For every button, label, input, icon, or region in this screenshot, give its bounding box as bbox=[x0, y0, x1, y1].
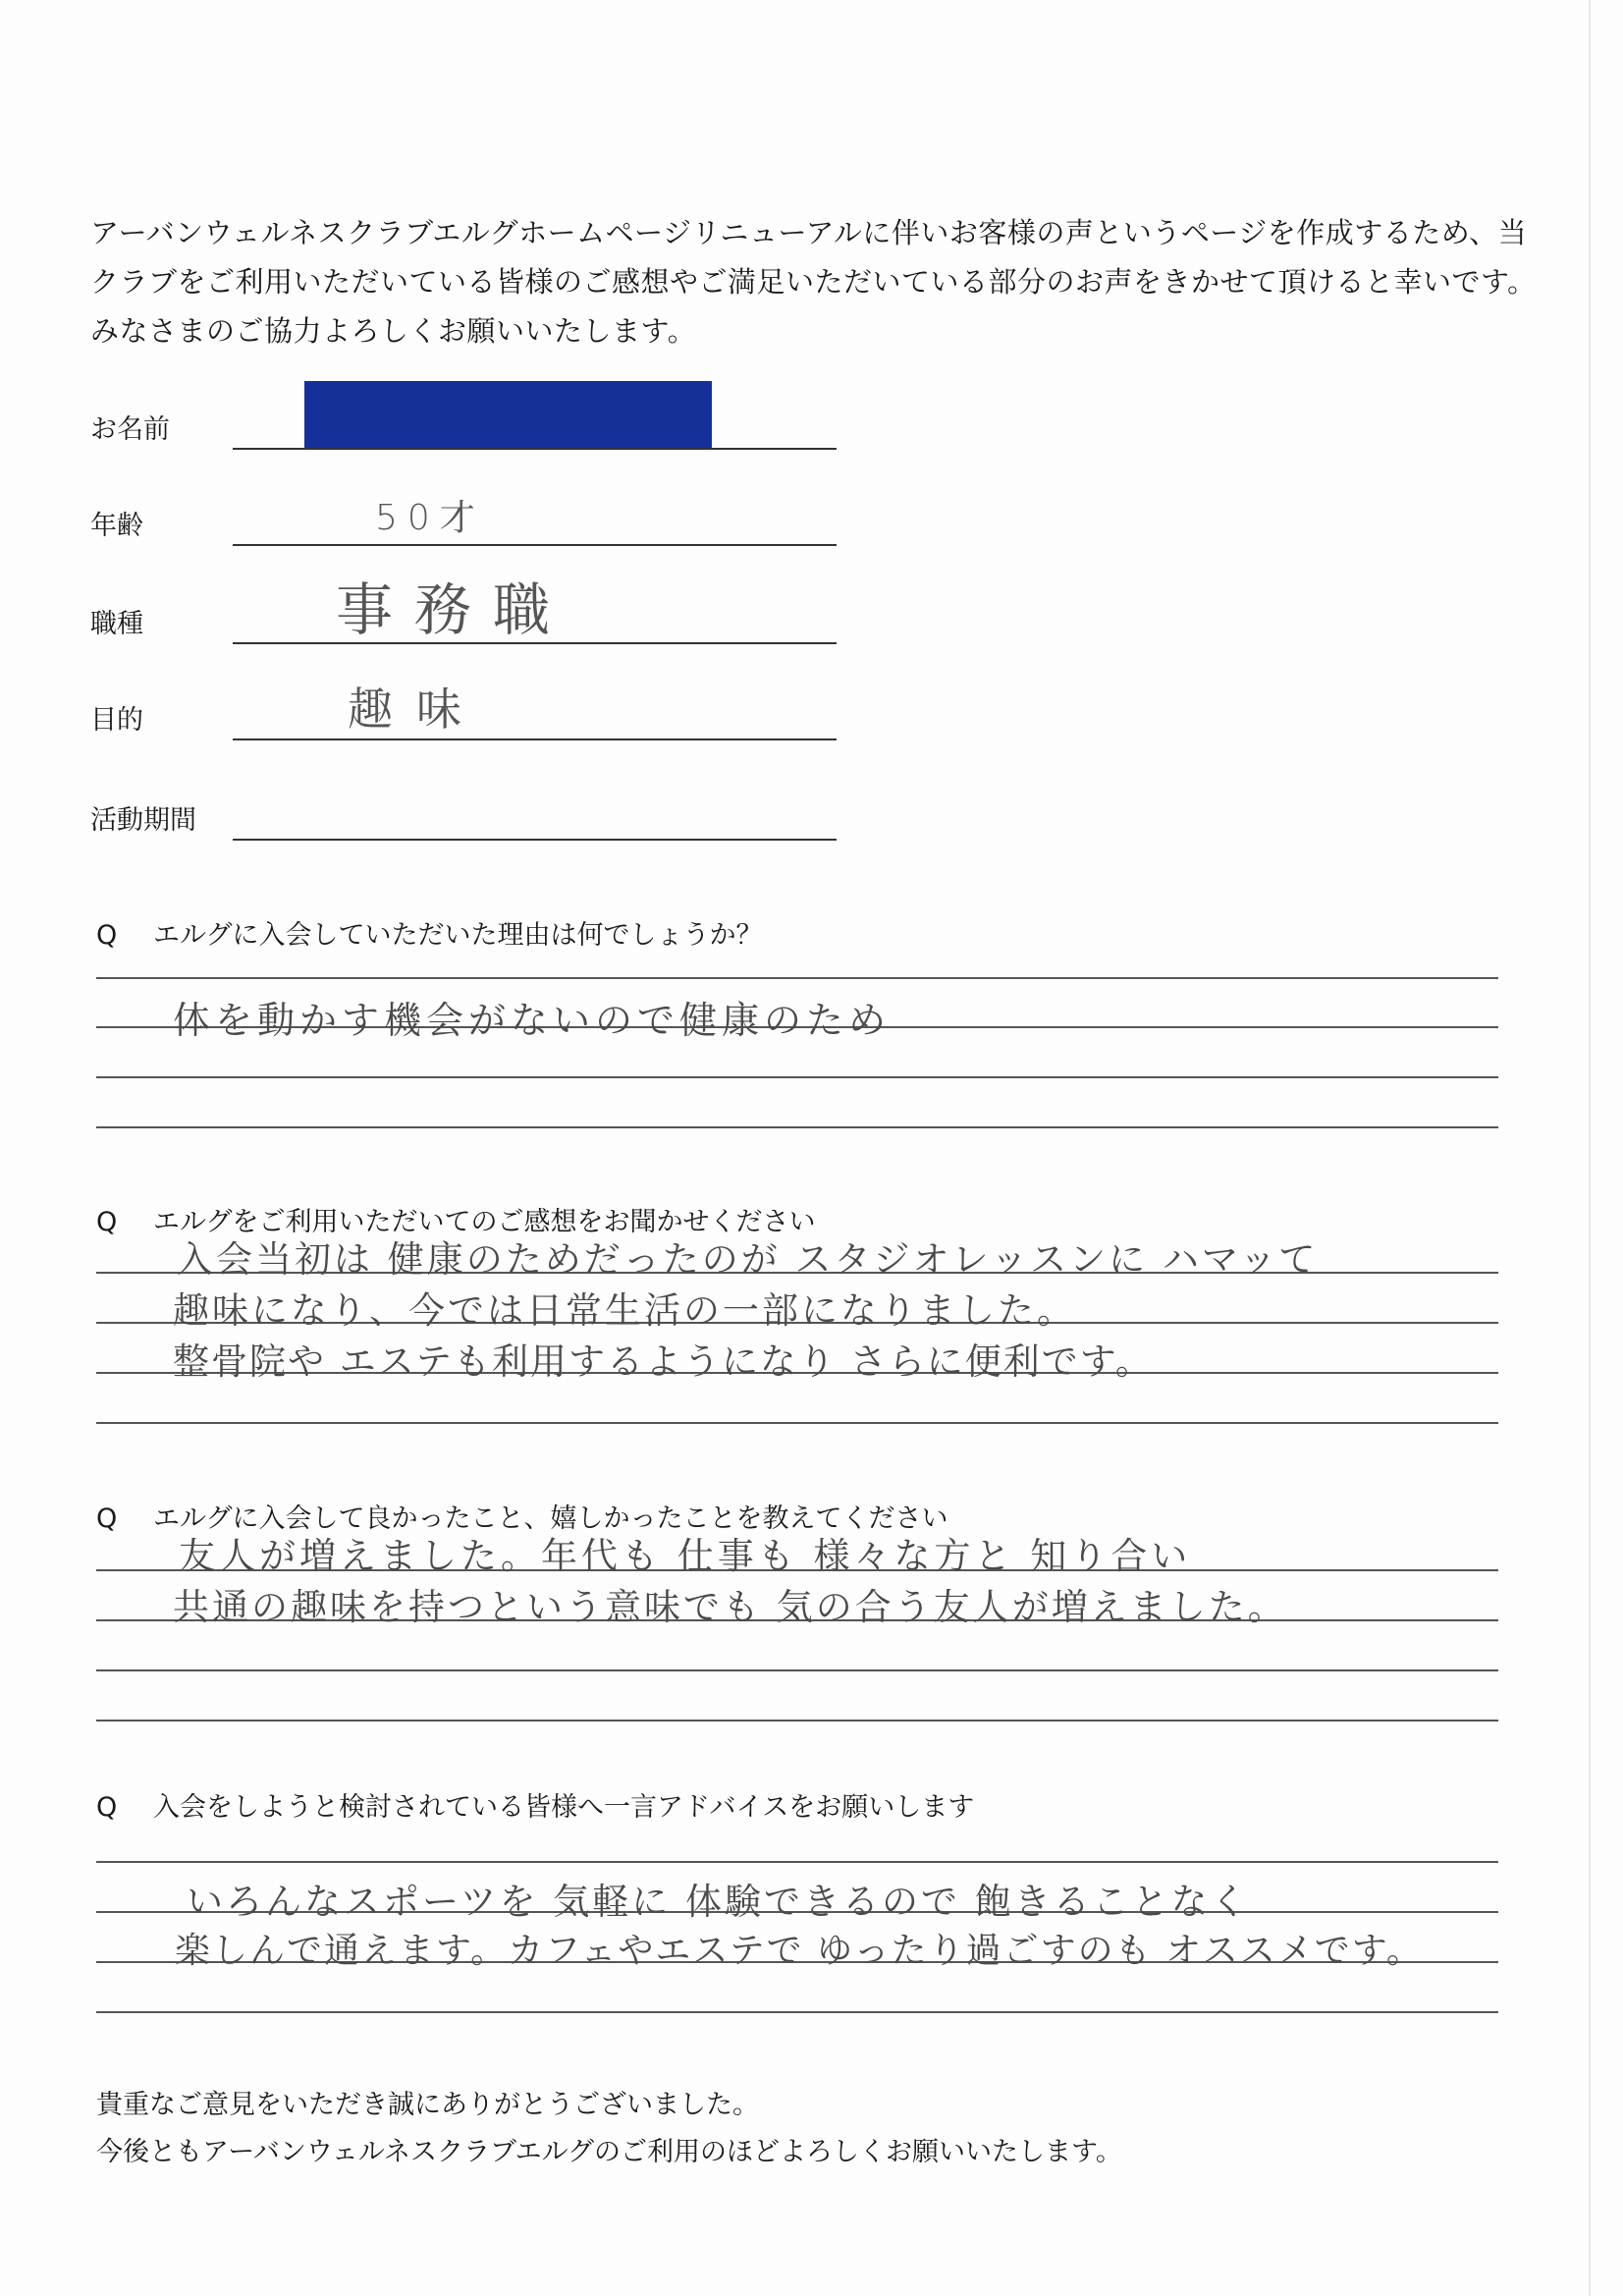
occupation-value: 事務職 bbox=[336, 576, 572, 643]
intro-line-3: みなさまのご協力よろしくお願いいたします。 bbox=[90, 314, 697, 348]
question-4 bbox=[96, 1785, 974, 1824]
answer-2-line-2: 趣味になり、今では日常生活の一部になりました。 bbox=[173, 1289, 1076, 1332]
question-2-text: エルグをご利用いただいてのご感想をお聞かせください bbox=[153, 1207, 816, 1237]
question-2-mark: Q bbox=[96, 1207, 118, 1237]
closing-line-1: 貴重なご意見をいただき誠にありがとうございました。 bbox=[96, 2090, 759, 2120]
name-line bbox=[233, 448, 837, 450]
period-line bbox=[233, 839, 837, 841]
answer-1-rule-1 bbox=[96, 977, 1498, 979]
question-3-mark: Q bbox=[96, 1503, 118, 1534]
answer-4-line-2: 楽しんで通えます。カフェやエステで ゆったり過ごすのも オススメです。 bbox=[175, 1931, 1424, 1971]
intro-line-1: アーバンウェルネスクラブエルグホームページリニューアルに伴いお客様の声というページを作成するため、当 bbox=[90, 216, 1528, 249]
question-4-text: 入会をしようと検討されている皆様へ一言アドバイスをお願いします bbox=[153, 1792, 975, 1823]
scan-edge bbox=[1589, 0, 1591, 2296]
age-value: 50才 bbox=[375, 498, 485, 538]
answer-4-rule-4 bbox=[96, 2011, 1498, 2013]
purpose-value: 趣味 bbox=[348, 683, 485, 736]
answer-3-rule-4 bbox=[96, 1720, 1498, 1722]
closing-text bbox=[96, 2082, 1122, 2176]
period-label: 活動期間 bbox=[90, 805, 196, 836]
intro-paragraph bbox=[90, 208, 1543, 355]
closing-line-2: 今後ともアーバンウェルネスクラブエルグのご利用のほどよろしくお願いいたします。 bbox=[96, 2137, 1122, 2167]
answer-3-line-1: 友人が増えました。年代も 仕事も 様々な方と 知り合い bbox=[179, 1535, 1192, 1577]
question-1 bbox=[96, 913, 762, 952]
answer-4-line-1: いろんなスポーツを 気軽に 体験できるので 飽きることなく bbox=[187, 1881, 1250, 1923]
question-1-mark: Q bbox=[96, 920, 118, 951]
occupation-label: 職種 bbox=[90, 609, 143, 639]
question-1-text: エルグに入会していただいた理由は何でしょうか？ bbox=[153, 920, 763, 951]
answer-1-rule-3 bbox=[96, 1076, 1498, 1078]
question-4-mark: Q bbox=[96, 1792, 118, 1823]
occupation-field bbox=[90, 576, 876, 644]
answer-1-line-1: 体を動かす機会がないので健康のため bbox=[173, 999, 892, 1042]
answer-3-rule-3 bbox=[96, 1669, 1498, 1671]
answer-2-line-1: 入会当初は 健康のためだったのが スタジオレッスンに ハマッて bbox=[177, 1238, 1319, 1281]
intro-line-2: クラブをご利用いただいている皆様のご感想やご満足いただいている部分のお声をきかせて頂けると幸いです。 bbox=[90, 265, 1537, 299]
question-3-text: エルグに入会して良かったこと、嬉しかったことを教えてください bbox=[153, 1503, 948, 1534]
answer-3-line-2: 共通の趣味を持つという意味でも 気の合う友人が増えました。 bbox=[173, 1586, 1287, 1628]
answer-1-rule-4 bbox=[96, 1126, 1498, 1128]
period-field bbox=[90, 782, 876, 841]
age-line bbox=[233, 544, 837, 546]
purpose-field bbox=[90, 682, 876, 740]
answer-2-line-3: 整骨院や エステも利用するようになり さらに便利です。 bbox=[173, 1340, 1154, 1383]
purpose-line bbox=[233, 738, 837, 740]
name-label: お名前 bbox=[90, 414, 170, 445]
answer-4-rule-1 bbox=[96, 1861, 1498, 1863]
purpose-label: 目的 bbox=[90, 705, 143, 736]
age-field bbox=[90, 487, 876, 546]
name-redaction-box bbox=[304, 381, 712, 448]
answer-2-rule-4 bbox=[96, 1422, 1498, 1424]
age-label: 年齢 bbox=[90, 511, 143, 541]
